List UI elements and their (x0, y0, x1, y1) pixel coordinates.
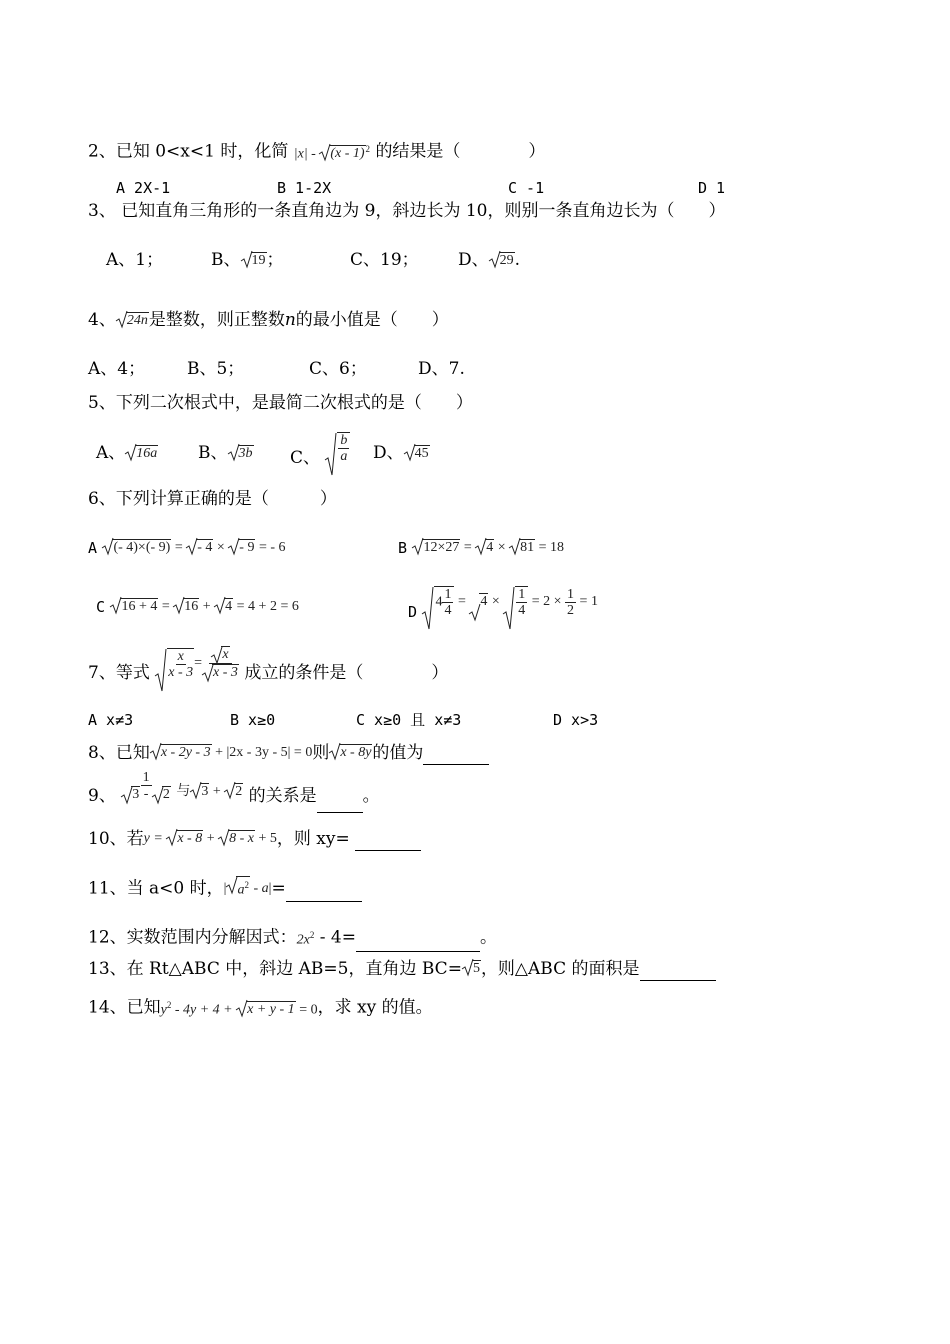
q6-text: 6、下列计算正确的是（ ） (88, 489, 337, 509)
question-4 (88, 309, 449, 332)
q4-option-b: B、5； (187, 359, 245, 379)
question-8: 8、已知 x - 2y - 3 + |2x - 3y - 5| = 0则 x - 8y的值为 (88, 742, 489, 765)
q4-option-c: C、6； (309, 359, 367, 379)
q7-option-c: C x≥0 且 x≠3 (356, 711, 462, 729)
q3-option-a: A、1； (106, 250, 164, 270)
question-2 (88, 138, 545, 166)
q2-option-d: D 1 (698, 179, 726, 197)
q2-option-b: B 1-2X (277, 179, 332, 197)
q6-option-b: B 12×27 = 4 × 81 = 18 (398, 539, 565, 557)
q11-answer-blank[interactable] (286, 901, 362, 902)
q2-expression: |x| - (x - 1)$^2$ (294, 138, 370, 166)
q6-option-d: D 4 $\frac{1}{4}$ = 4 × $\frac{1}{4}$ = 2 × $\frac{1}{2}$ = 1 (408, 584, 598, 616)
q12-answer-blank[interactable] (356, 951, 480, 952)
q4-mid: 是整数，则正整数 (148, 310, 285, 330)
q13-answer-blank[interactable] (640, 980, 716, 981)
question-5 (88, 392, 473, 414)
q9-answer-blank[interactable] (317, 812, 363, 813)
q4-number: 4、 (88, 310, 116, 330)
question-6 (88, 488, 337, 510)
q6-option-c: C 16 + 4 = 16 + 4 = 4 + 2 = 6 (96, 598, 299, 616)
question-3 (88, 200, 725, 222)
q2-tail: 的结果是（ ） (375, 141, 546, 162)
q5-option-b: B、 3b (198, 443, 253, 463)
q2-option-a: A 2X-1 (116, 179, 171, 197)
q8-answer-blank[interactable] (423, 764, 489, 765)
question-7: 7、等式 $\frac{x}{x - 3}$ = $\frac{x}{x - 3}$ 成立的条件是（ ） (88, 646, 448, 681)
q4-option-a: A、4； (88, 359, 146, 379)
question-11: 11、当 a<0 时，| $a^2 - a|=$ (88, 876, 362, 902)
q5-option-c: C、 $\frac{b}{a}$ (290, 430, 350, 462)
q4-radical: 24n (116, 310, 149, 332)
q5-option-a: A、 16a (96, 443, 158, 463)
q3-option-d: D、 29. (458, 250, 521, 270)
q5-text: 5、下列二次根式中，是最简二次根式的是（ ） (88, 393, 473, 413)
radical: (x - 1) (319, 143, 365, 165)
question-14: 14、已知$y^2 - 4y + 4$ + x + y - 1 = 0，求 xy 的值。 (88, 997, 433, 1018)
q4-var: n (284, 310, 296, 330)
q2-option-c: C -1 (508, 179, 545, 197)
question-9: 9、 1 3 - 2 与 3 + 2 的关系是 。 (88, 770, 380, 803)
q4-option-d: D、7. (418, 359, 465, 379)
question-13: 13、在 Rt△ABC 中，斜边 AB=5，直角边 BC= 5，则△ABC 的面积是 (88, 958, 716, 981)
q3-text: 3、 已知直角三角形的一条直角边为 9，斜边长为 10，则别一条直角边长为（ ） (88, 201, 726, 221)
question-12: 12、实数范围内分解因式：$2x^2 - 4=$ 。 (88, 924, 497, 952)
q3-option-b: B、 19； (211, 250, 284, 270)
question-10: 10、若y = x - 8 + 8 - x + 5，则 xy= (88, 828, 421, 851)
q4-tail: 的最小值是（ ） (295, 310, 449, 330)
q10-answer-blank[interactable] (355, 850, 421, 851)
q3-option-c: C、19； (350, 250, 419, 270)
q5-option-d: D、 45 (373, 443, 429, 463)
q2-text: 2、已知 0<x<1 时，化简 (88, 141, 289, 162)
q7-option-d: D x>3 (553, 711, 599, 729)
q6-option-a: A (- 4)×(- 9) = - 4 × - 9 = - 6 (88, 539, 286, 557)
q7-option-b: B x≥0 (230, 711, 276, 729)
q7-option-a: A x≠3 (88, 711, 134, 729)
